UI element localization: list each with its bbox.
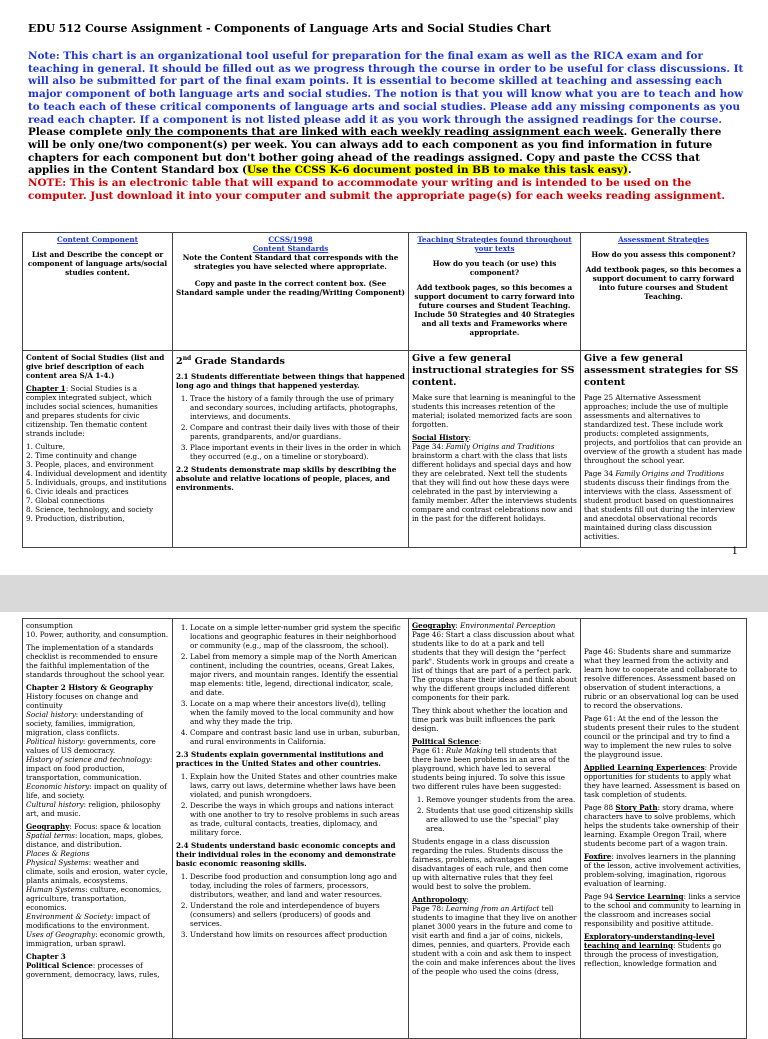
geography-item: Environment & Society: impact of modifications to the environment. [26, 912, 150, 930]
intro-block [28, 50, 744, 202]
header-teaching-strategies: Teaching Strategies found throughout your texts How do you teach (or use) this component? Add textbook pages, so this becomes a support document to carry forward into future courses and Student Teaching. Include 50 Strategies and 40 Strategies and all texts and Frameworks where appropriate. [409, 233, 581, 351]
geography-item: Human Systems: culture, economics, agriculture, transportation, economics. [26, 885, 162, 912]
strand-item: 6. Civic ideals and practices [26, 487, 129, 496]
standard-item: 1. Locate on a simple letter-number grid system the specific locations and geographic features in their neighborhood or community (e.g., map of the classroom, the school). [190, 623, 405, 650]
chart-table-page-2 [22, 618, 747, 1039]
standard-item: 3. Understand how limits on resources affect production [190, 930, 405, 939]
history-list [26, 710, 169, 818]
standard-item: 2. Compare and contrast their daily lives with those of their parents, grandparents, and/or guardians. [190, 423, 405, 441]
history-item: Political history: governments, core values of US democracy. [26, 737, 156, 755]
header-row [23, 233, 747, 351]
header-content-component: Content Component List and Describe the concept or component of language arts/social studies content. [23, 233, 173, 351]
geography-item: Spatial terms: location, maps, globes, distance, and distribution. [26, 831, 164, 849]
standard-item: 2. Label from memory a simple map of the North American continent, including the countries, oceans, Great Lakes, major rivers, and mountain ranges. Identify the essential map elements: title, legend, directional indicator, scale, and date. [190, 652, 405, 697]
strand-item: 5. Individuals, groups, and institutions [26, 478, 167, 487]
standard-item: 1. Explain how the United States and other countries make laws, carry out laws, determine whether laws have been violated, and punish wrongdoers. [190, 772, 405, 799]
page-number: 1 [731, 546, 738, 557]
history-item: Economic history: impact on quality of life, and society. [26, 782, 167, 800]
page-2 [0, 612, 768, 1024]
history-item: Cultural history: religion, philosophy art, and music. [26, 800, 161, 818]
cell-content-standards-cont: 1. Locate on a simple letter-number grid system the specific locations and geographic features in their neighborhood or community (e.g., map of the classroom, the school). 2. Label from memory a simple map of the North American continent, including the countries, oceans, Great Lakes, major rivers, and mountain ranges. Identify the essential map elements: title, legend, directional indicator, scale, and date. 3. Locate on a map where their ancestors live(d), telling when the family moved to the local community and how and why they made the trip. 4. Compare and contrast basic land use in urban, suburban, and rural environments in California. 2.3 Students explain governmental institutions and practices in the United States and other countries. 1. Explain how the United States and other countries make laws, carry out laws, determine whether laws have been violated, and punish wrongdoers. 2. Describe the ways in which groups and nations interact with one another to try to resolve problems in such areas as trade, cultural contacts, treaties, diplomacy, and military force. 2.4 Students understand basic economic concepts and their individual roles in the economy and demonstrate basic economic reasoning skills. 1. Describe food production and consumption long ago and today, including the roles of farmers, processors, distributors, weather, and land and water resources. 2. Understand the role and interdependence of buyers (consumers) and sellers (producers) of goods and services. 3. Understand how limits on resources affect production [173, 619, 409, 1039]
strand-item: 3. People, places, and environment [26, 460, 154, 469]
standard-item: 1. Describe food production and consumption long ago and today, including the roles of farmers, processors, distributors, weather, and land and water resources. [190, 872, 405, 899]
standard-item: 4. Compare and contrast basic land use in urban, suburban, and rural environments in California. [190, 728, 405, 746]
cell-teaching-strategies-cont: Geography: Environmental Perception Page 46: Start a class discussion about what students like to do at a park and tell students that they will design the "perfect park". Students work in groups and create a list of things that are part of a perfect park. The groups share their ideas and think about why the different groups included different components for their park. They think about whether the location and time park was built influences the park design. Political Science: Page 61: Rule Making tell students that there have been problems in an area of the playground, which have led to several students being injured. To solve this issue two different rules have been suggested: 1. Remove younger students from the area. 2. Students that use good citizenship skills are allowed to use the "special" play area. Students engage in a class discussion regarding the rules. Students discuss the fairness, problems, advantages and disadvantages of each rule, and then come up with alternative rules that they feel would best to solve the problem. Anthropology: Page 78: Learning from an Artifact tell students to imagine that they live on another planet 3000 years in the future and come to visit earth and find a jar of coins, nickels, dimes, pennies, and quarters. Provide each student with a coin and ask them to inspect the coin and make inferences about the lives of the people who used the coins (dress, [409, 619, 581, 1039]
content-row-2 [23, 619, 747, 1039]
content-standards-link[interactable]: Content Standards [252, 244, 329, 253]
rules-list [412, 795, 577, 833]
cell-content-component: Content of Social Studies (list and give brief description of each content area S/A 1-4.) Chapter 1: Social Studies is a complex integrated subject, which includes social sciences, humanities and prepares students for civic citizenship. Ten thematic content strands include: 1. Culture, 2. Time continuity and change 3. People, places, and environment 4. Individual development and identity 5. Individuals, groups, and institutions 6. Civic ideals and practices 7. Global connections 8. Science, technology, and society 9. Production, distribution, [23, 351, 173, 548]
strand-item: 9. Production, distribution, [26, 514, 125, 523]
grade-standards-heading: 2nd Grade Standards [176, 355, 285, 368]
cell-content-component-cont: consumption 10. Power, authority, and consumption. The implementation of a standards checklist is recommended to ensure the faithful implementation of the standards throughout the school year. Chapter 2 History & Geography History focuses on change and continuity Social history: understanding of society, families, immigration, migration, class conflicts. Political history: governments, core values of US democracy. History of science and technology: impact on food production, transportation, communication. Economic history: impact on quality of life, and society. Cultural history: religion, philosophy art, and music. Geography: Focus: space & location Spatial terms: location, maps, globes, distance, and distribution. Places & Regions Physical Systems: weather and climate, soils and erosion, water cycle, plants animals, ecosystems. Human Systems: culture, economics, agriculture, transportation, economics. Environment & Society: impact of modifications to the environment. Uses of Geography: economic growth, immigration, urban sprawl. Chapter 3 Political Science: processes of government, democracy, laws, rules, [23, 619, 173, 1039]
intro-instructions: Please complete only the components that are linked with each weekly reading assignment each week. Generally there will be only one/two component(s) per week. You can always add to each component as you find information in future chapters for each component but don't bother going ahead of the readings assigned. Copy and paste the CCSS that applies in the Content Standard box (Use the CCSS K-6 document posted in BB to make this task easy). [28, 126, 722, 177]
standard-item: 3. Locate on a map where their ancestors live(d), telling when the family moved to the local community and how and why they made the trip. [190, 699, 405, 726]
map-standards-list [176, 623, 405, 746]
cell-assessment-strategies: Give a few general assessment strategies for SS content Page 25 Alternative Assessment approaches; include the use of multiple assessments and alternatives to standardized test. These include work products: completed assignments, projects, and portfolios that can provide an overview of the growth a student has made throughout the school year. Page 34 Family Origins and Traditions students discuss their findings from the interviews with the class. Assessment of student product based on questionnaires that students fill out during the interview and anecdotal observational records maintained during class discussion activities. [581, 351, 747, 548]
page-gap [0, 575, 768, 612]
intro-warning: NOTE: This is an electronic table that will expand to accommodate your writing and is intended to be used on the computer. Just download it into your computer and submit the appropriate page(s) for each weeks reading assignment. [28, 177, 726, 202]
strand-item: 4. Individual development and identity [26, 469, 167, 478]
strand-item: 2. Time continuity and change [26, 451, 137, 460]
standard-item: 2. Understand the role and interdependence of buyers (consumers) and sellers (producers) of goods and services. [190, 901, 405, 928]
history-item: Social history: understanding of society, families, immigration, migration, class conflicts. [26, 710, 143, 737]
geography-list [26, 831, 169, 948]
strand-item: 7. Global connections [26, 496, 105, 505]
standards-list [176, 394, 405, 461]
rule-item: 2. Students that use good citizenship skills are allowed to use the "special" play area. [426, 806, 577, 833]
cell-content-standards: 2nd Grade Standards 2.1 Students differentiate between things that happened long ago and things that happened yesterday. 1. Trace the history of a family through the use of primary and secondary sources, including artifacts, photographs, interviews, and documents. 2. Compare and contrast their daily lives with those of their parents, grandparents, and/or guardians. 3. Place important events in their lives in the order in which they occurred (e.g., on a timeline or storyboard). 2.2 Students demonstrate map skills by describing the absolute and relative locations of people, places, and environments. [173, 351, 409, 548]
cell-teaching-strategies: Give a few general instructional strategies for SS content. Make sure that learning is meaningful to the students this increases retention of the material; isolated memorized facts are soon forgotten. Social History: Page 34: Family Origins and Traditions brainstorm a chart with the class that lists different holidays and special days and how they are celebrated. Next tell the students that they will find out how these days were celebrated in the past by interviewing a family member. After the interviews students compare and contrast celebrations now and in the past for the different holidays. [409, 351, 581, 548]
rule-item: 1. Remove younger students from the area. [426, 795, 577, 804]
geography-item: Uses of Geography: economic growth, immigration, urban sprawl. [26, 930, 166, 948]
standard-item: 1. Trace the history of a family through the use of primary and secondary sources, including artifacts, photographs, interviews, and documents. [190, 394, 405, 421]
header-assessment-strategies: Assessment Strategies How do you assess this component? Add textbook pages, so this becomes a support document to carry forward into future courses and Student Teaching. [581, 233, 747, 351]
strand-item: 1. Culture, [26, 442, 66, 451]
content-component-link[interactable]: Content Component [57, 235, 138, 244]
standard-item: 3. Place important events in their lives in the order in which they occurred (e.g., on a timeline or storyboard). [190, 443, 405, 461]
chart-table-page-1 [22, 232, 747, 548]
teaching-strategies-link[interactable]: Teaching Strategies found throughout your texts [417, 235, 572, 253]
assessment-strategies-link[interactable]: Assessment Strategies [618, 235, 709, 244]
government-standards-list [176, 772, 405, 837]
geography-item: Places & Regions [26, 849, 90, 858]
document-title: EDU 512 Course Assignment - Components of Language Arts and Social Studies Chart [28, 22, 551, 35]
geography-item: Physical Systems: weather and climate, soils and erosion, water cycle, plants animals, ecosystems. [26, 858, 168, 885]
economics-standards-list [176, 872, 405, 939]
ccss-link[interactable]: CCSS/1998 [268, 235, 313, 244]
content-strands-list [26, 442, 169, 523]
intro-note: Note: This chart is an organizational tool useful for preparation for the final exam as well as the RICA exam and for teaching in general. It should be filled out as we progress through the course in order to be useful for class discussions. It will also be submitted for part of the final exam points. It is essential to become skilled at teaching and assessing each major component of both language arts and social studies. The notion is that you will know what you are to teach and how to teach each of these critical components of language arts and social studies. Please add any missing components as you read each chapter. If a component is not listed please add it as you work through the assigned readings for the course. [28, 50, 744, 126]
standard-item: 2. Describe the ways in which groups and nations interact with one another to try to resolve problems in such areas as trade, cultural contacts, treaties, diplomacy, and military force. [190, 801, 405, 837]
strand-item: 8. Science, technology, and society [26, 505, 154, 514]
header-content-standards: CCSS/1998 Content Standards Note the Content Standard that corresponds with the strategies you have selected where appropriate. Copy and paste in the correct content box. (See Standard sample under the reading/Writing Component) [173, 233, 409, 351]
content-row-1 [23, 351, 747, 548]
history-item: History of science and technology: impact on food production, transportation, communication. [26, 755, 153, 782]
cell-assessment-strategies-cont: Page 46: Students share and summarize what they learned from the activity and learn how to cooperate and collaborate to resolve differences. Assessment based on observation of student interactions, a rubric or an observational log can be used to record the observations. Page 61: At the end of the lesson the students present their rules to the student council or the principal and try to find a way to implement the new rules to solve the playground issue. Applied Learning Experiences: Provide opportunities for students to apply what they have learned. Assessment is based on task completion of students. Page 88 Story Path: story drama, where characters have to solve problems, which helps the students take ownership of their learning. Example Oregon Trail, where students become part of a wagon train. Foxfire: involves learners in the planning of the lesson, active involvement activities, problem-solving, imagination, rigorous evaluation of learning. Page 94 Service Learning: links a service to the school and community to learning in the classroom and increases social responsibility and positive attitude. Exploratory-understanding-level teaching and learning: Students go through the process of investigation, reflection, knowledge formation and [581, 619, 747, 1039]
